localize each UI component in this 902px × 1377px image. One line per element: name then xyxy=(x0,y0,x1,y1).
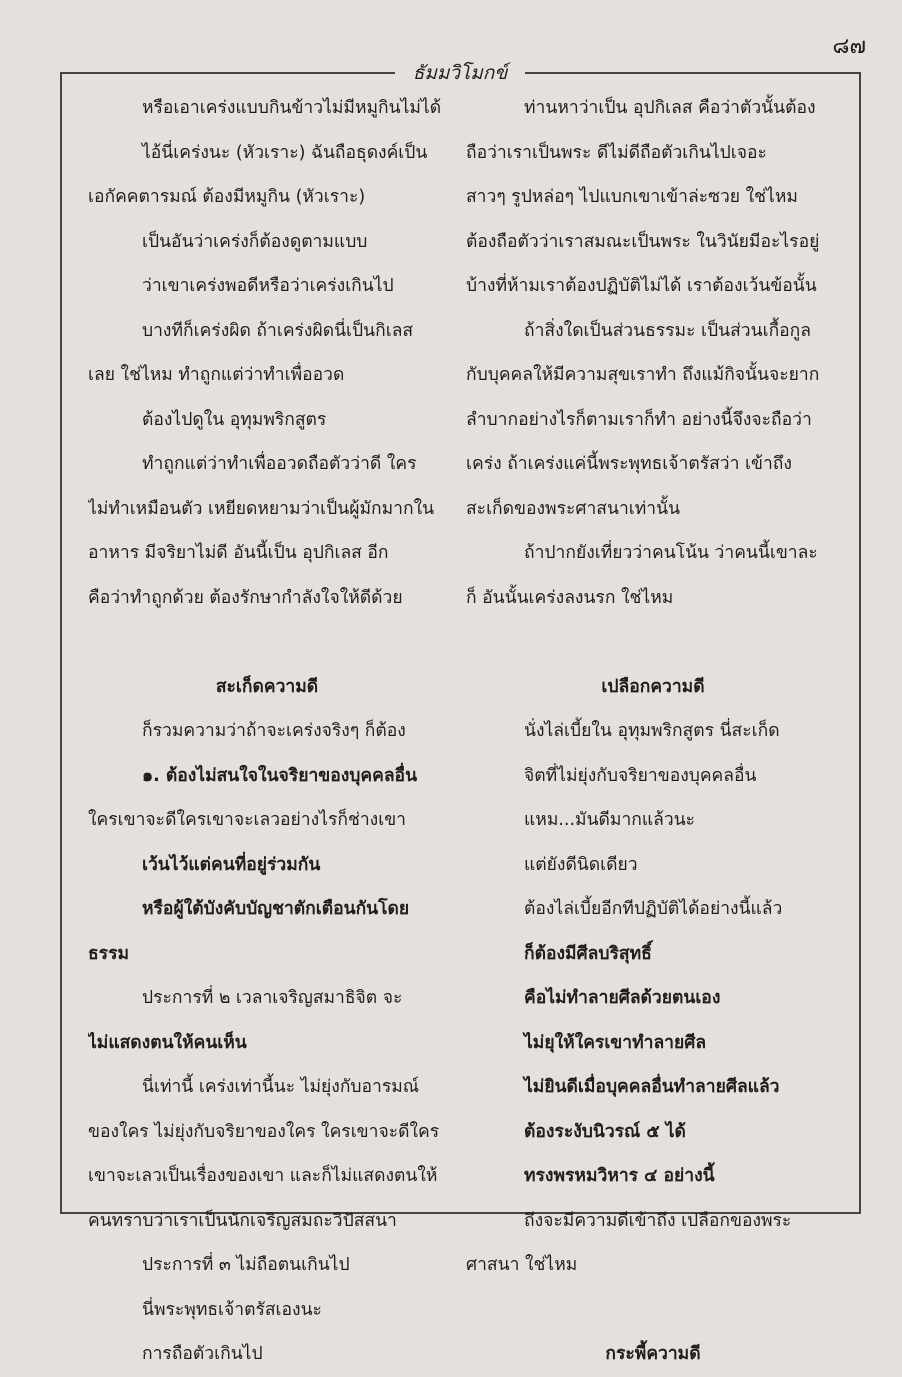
text-line: หรือผู้ใต้บังคับบัญชาตักเตือนกันโดย xyxy=(142,899,410,919)
text-line: ก็ต้องมีศีลบริสุทธิ์ xyxy=(524,943,652,964)
text-line: นั่งไล่เบี้ยใน อุทุมพริกสูตร นี่สะเก็ด xyxy=(524,721,780,741)
text-line: คือว่าทำถูกด้วย ต้องรักษากำลังใจให้ดีด้วย xyxy=(88,587,403,608)
text-line: เว้นไว้แต่คนที่อยู่ร่วมกัน xyxy=(142,854,321,875)
blank-line xyxy=(88,620,446,665)
text-line: ลำบากอย่างไรก็ตามเราก็ทำ อย่างนี้จึงจะถือว่า xyxy=(466,409,812,430)
text-line: ทำถูกแต่ว่าทำเพื่ออวดถือตัวว่าดี ใคร xyxy=(142,454,417,474)
text-line: บางทีก็เคร่งผิด ถ้าเคร่งผิดนี่เป็นกิเลส xyxy=(142,320,414,341)
text-line: ต้องถือตัวว่าเราสมณะเป็นพระ ในวินัยมีอะไรอยู่ xyxy=(466,231,820,252)
text-line: การถือตัวเกินไป xyxy=(142,1344,263,1364)
text-line: แต่ยังดีนิดเดียว xyxy=(524,854,638,875)
text-line: หรือเอาเคร่งแบบกินข้าวไม่มีหมูกินไม่ได้ xyxy=(142,98,442,118)
running-header: ธัมมวิโมกข์ xyxy=(395,58,525,88)
text-line: เป็นอันว่าเคร่งก็ต้องดูตามแบบ xyxy=(142,231,368,252)
text-line: ต้องไล่เบี้ยอีกทีปฏิบัติได้อย่างนี้แล้ว xyxy=(524,899,783,919)
section-heading: สะเก็ดความดี xyxy=(215,676,319,697)
text-line: ไม่ยินดีเมื่อบุคคลอื่นทำลายศีลแล้ว xyxy=(524,1077,780,1097)
text-line: ถ้าสิ่งใดเป็นส่วนธรรมะ เป็นส่วนเกื้อกูล xyxy=(524,320,811,341)
right-column xyxy=(466,86,840,1377)
text-line: ๑. ต้องไม่สนใจในจริยาของบุคคลอื่น xyxy=(142,765,418,786)
text-line: เขาจะเลวเป็นเรื่องของเขา และก็ไม่แสดงตนให้ xyxy=(88,1166,438,1186)
text-line: ธรรม xyxy=(88,943,130,964)
blank-line xyxy=(466,620,840,665)
text-line: ศาสนา ใช่ไหม xyxy=(466,1255,578,1275)
blank-line xyxy=(466,1288,840,1333)
text-line: นี่พระพุทธเจ้าตรัสเองนะ xyxy=(142,1299,322,1320)
text-line: ไม่ยุให้ใครเขาทำลายศีล xyxy=(524,1032,707,1053)
text-line: คนทราบว่าเราเป็นนักเจริญสมถะวิปัสสนา xyxy=(88,1210,397,1231)
text-line: ต้องไปดูใน อุทุมพริกสูตร xyxy=(142,409,327,430)
text-line: ประการที่ ๒ เวลาเจริญสมาธิจิต จะ xyxy=(142,988,403,1008)
section-heading: กระพี้ความดี xyxy=(605,1344,701,1364)
text-line: ต้องระงับนิวรณ์ ๕ ได้ xyxy=(524,1121,686,1142)
text-line: สะเก็ดของพระศาสนาเท่านั้น xyxy=(466,498,681,519)
text-line: อาหาร มีจริยาไม่ดี อันนี้เป็น อุปกิเลส อีก xyxy=(88,543,389,563)
text-line: จิตที่ไม่ยุ่งกับจริยาของบุคคลอื่น xyxy=(524,765,757,786)
text-line: คือไม่ทำลายศีลด้วยตนเอง xyxy=(524,988,721,1008)
text-line: ทรงพรหมวิหาร ๔ อย่างนี้ xyxy=(524,1166,715,1186)
text-line: ไม่แสดงตนให้คนเห็น xyxy=(88,1032,247,1053)
text-line: กับบุคคลให้มีความสุขเราทำ ถึงแม้กิจนั้นจะยาก xyxy=(466,365,820,385)
page-number: ๘๗ xyxy=(832,34,866,59)
text-line: ประการที่ ๓ ไม่ถือตนเกินไป xyxy=(142,1255,350,1275)
left-column xyxy=(88,86,446,1377)
text-line: ถือว่าเราเป็นพระ ดีไม่ดีถือตัวเกินไปเจอะ xyxy=(466,142,767,163)
section-heading: เปลือกความดี xyxy=(601,676,705,697)
text-line: บ้างที่ห้ามเราต้องปฏิบัติไม่ได้ เราต้องเว้นข้อนั้น xyxy=(466,276,817,296)
text-line: ว่าเขาเคร่งพอดีหรือว่าเคร่งเกินไป xyxy=(142,276,394,296)
text-line: เลย ใช่ไหม ทำถูกแต่ว่าทำเพื่ออวด xyxy=(88,365,345,385)
text-line: ก็ อันนั้นเคร่งลงนรก ใช่ไหม xyxy=(466,587,674,608)
text-line: ถึงจะมีความดีเข้าถึง เปลือกของพระ xyxy=(524,1210,792,1231)
text-line: ถ้าปากยังเที่ยวว่าคนโน้น ว่าคนนี้เขาละ xyxy=(524,543,818,563)
text-line: นี่เท่านี้ เคร่งเท่านี้นะ ไม่ยุ่งกับอารมณ์ xyxy=(142,1077,420,1097)
text-line: เคร่ง ถ้าเคร่งแค่นี้พระพุทธเจ้าตรัสว่า เข้าถึง xyxy=(466,454,792,474)
text-line: แหม...มันดีมากแล้วนะ xyxy=(524,810,696,830)
text-line: เอกัคคตารมณ์ ต้องมีหมูกิน (หัวเราะ) xyxy=(88,187,366,207)
text-line: ไอ้นี่เคร่งนะ (หัวเราะ) ฉันถือธุดงค์เป็น xyxy=(142,142,428,163)
text-line: ไม่ทำเหมือนตัว เหยียดหยามว่าเป็นผู้มักมากใน xyxy=(88,498,435,519)
text-line: สาวๆ รูปหล่อๆ ไปแบกเขาเข้าล่ะซวย ใช่ไหม xyxy=(466,187,798,207)
text-line: ของใคร ไม่ยุ่งกับจริยาของใคร ใครเขาจะดีใคร xyxy=(88,1121,440,1142)
text-line: ก็รวมความว่าถ้าจะเคร่งจริงๆ ก็ต้อง xyxy=(142,721,406,741)
text-line: ท่านหาว่าเป็น อุปกิเลส คือว่าตัวนั้นต้อง xyxy=(524,98,816,118)
text-line: ใครเขาจะดีใครเขาจะเลวอย่างไรก็ช่างเขา xyxy=(88,810,406,830)
